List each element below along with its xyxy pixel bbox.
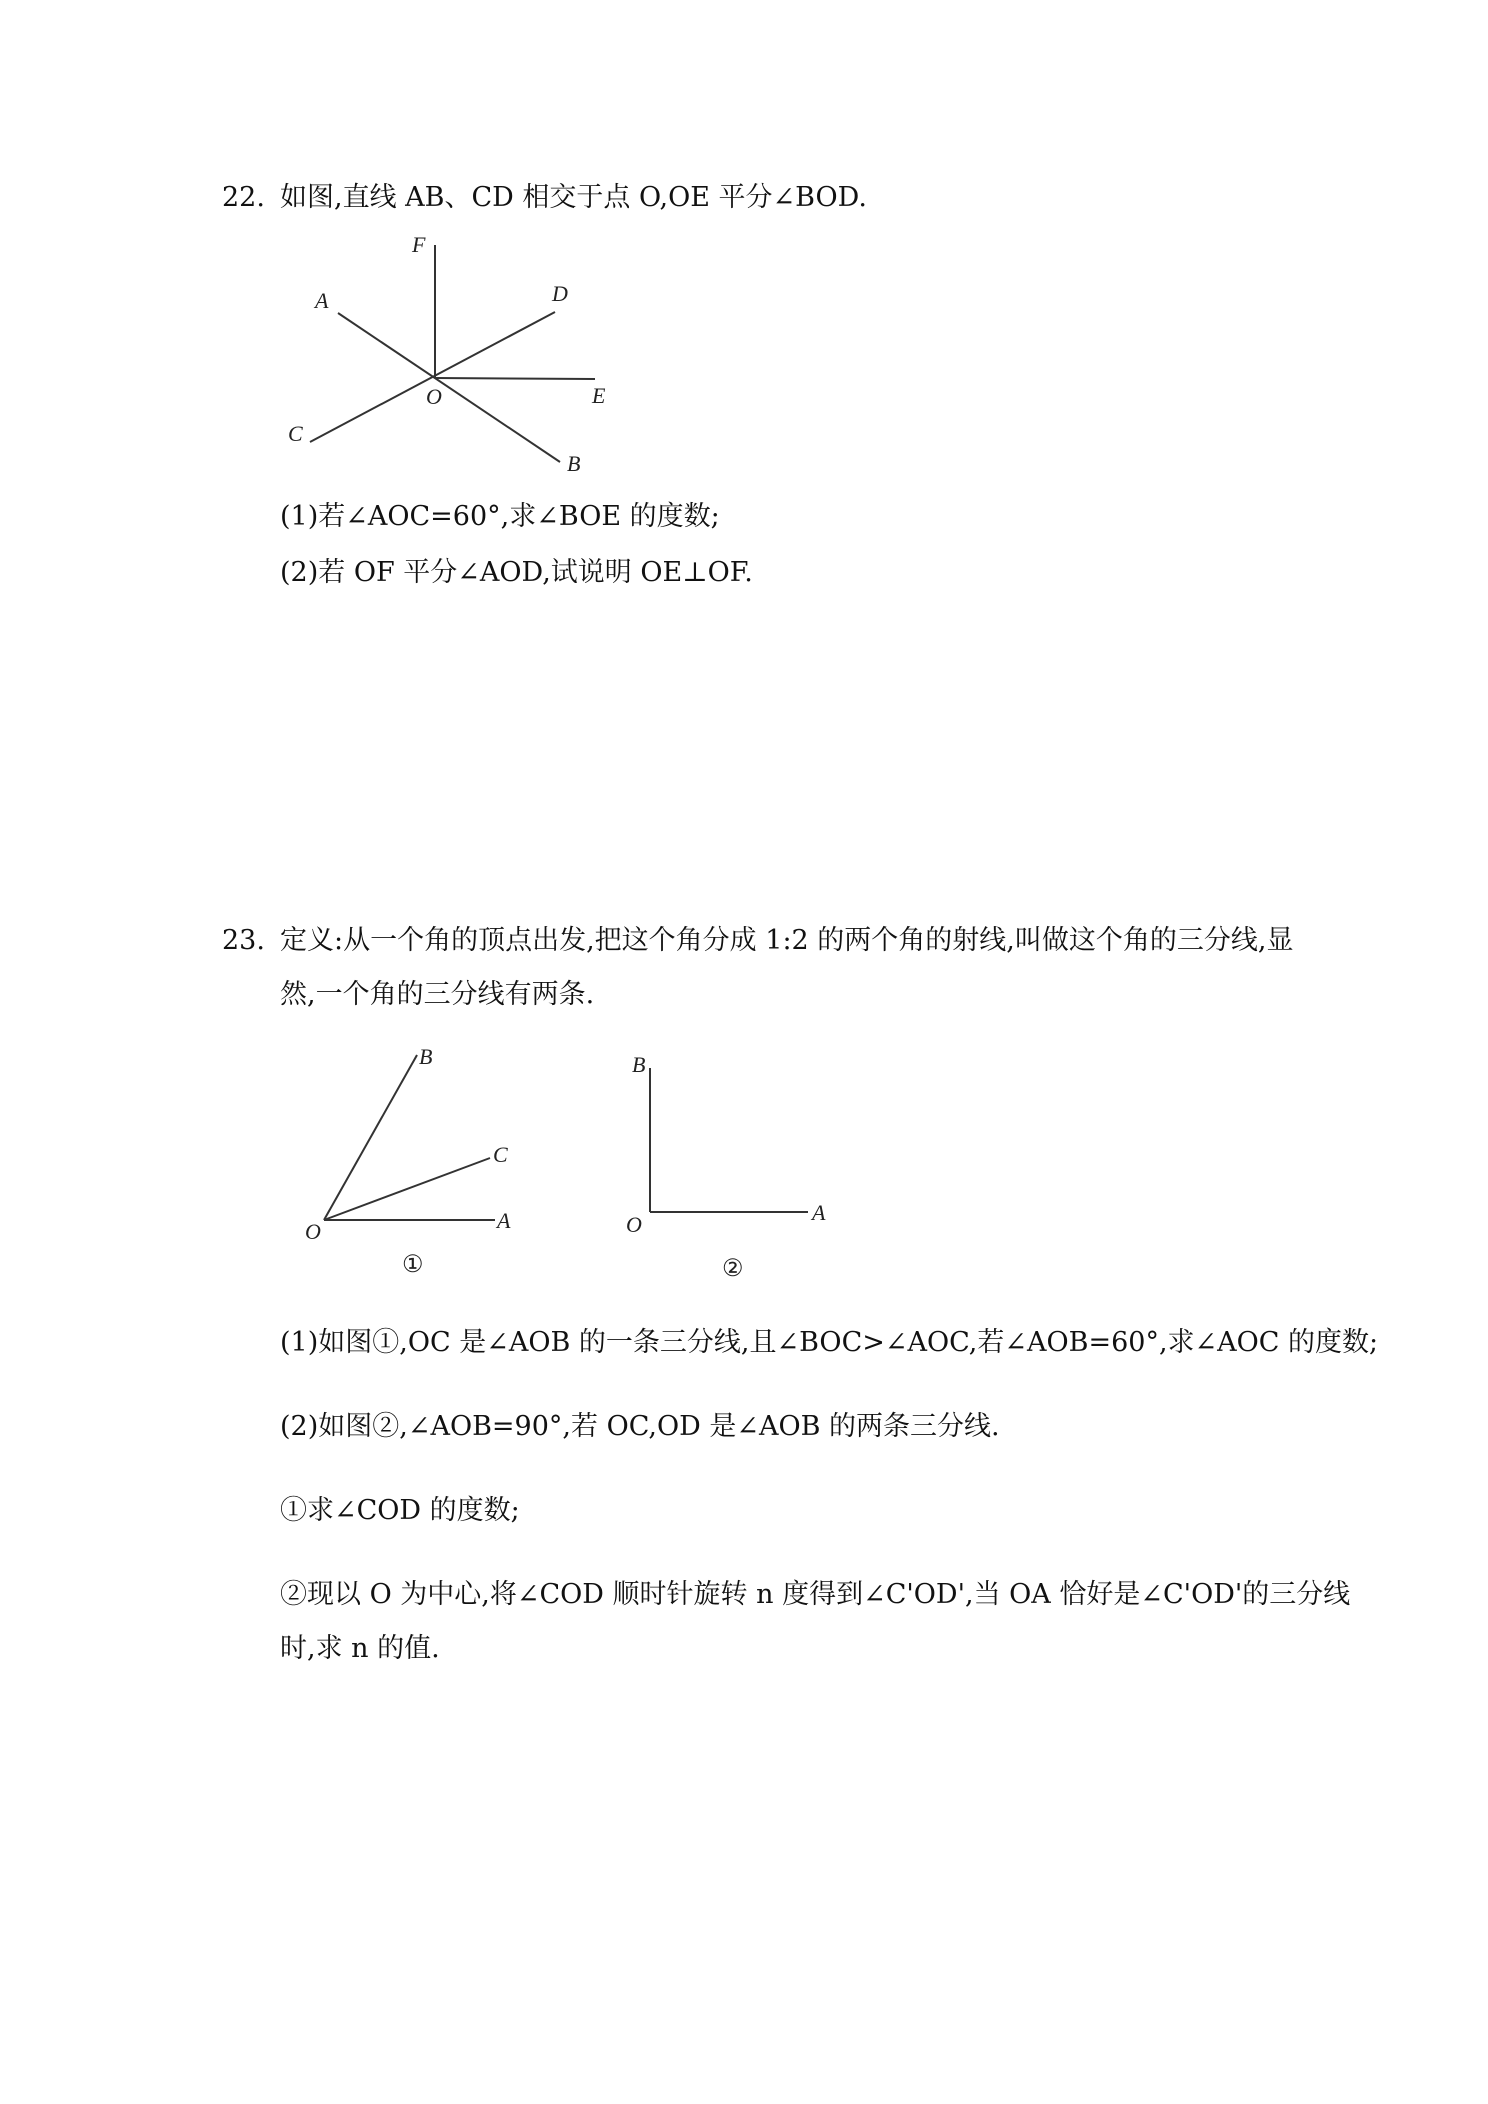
label-a: A [812, 1200, 826, 1225]
label-f: F [412, 232, 426, 257]
label-o: O [426, 384, 442, 409]
label-e: E [592, 383, 606, 408]
caption-2: ② [722, 1256, 744, 1280]
q22-stem: 如图,直线 AB、CD 相交于点 O,OE 平分∠BOD. [280, 182, 867, 213]
ray-oe [435, 378, 595, 379]
q22-part1: (1)若∠AOC=60°,求∠BOE 的度数; [280, 501, 720, 532]
q23-figure-2 [620, 1040, 860, 1280]
q23-number: 23. [222, 925, 265, 956]
label-d: D [552, 281, 568, 306]
label-o: O [626, 1212, 642, 1237]
q23-part2: (2)如图②,∠AOB=90°,若 OC,OD 是∠AOB 的两条三分线. [280, 1411, 1000, 1442]
q23-sub2-line1: ②现以 O 为中心,将∠COD 顺时针旋转 n 度得到∠C'OD',当 OA 恰好是∠C'OD'的三分线 [280, 1579, 1351, 1610]
ray-oc [324, 1158, 490, 1220]
q22-part2: (2)若 OF 平分∠AOD,试说明 OE⊥OF. [280, 557, 753, 588]
label-b: B [567, 451, 581, 476]
label-c: C [288, 421, 303, 446]
q23-figure-1 [300, 1040, 540, 1280]
q23-stem-line1: 定义:从一个角的顶点出发,把这个角分成 1:2 的两个角的射线,叫做这个角的三分线,显 [280, 925, 1294, 956]
label-a: A [315, 288, 329, 313]
q23-sub2-line2: 时,求 n 的值. [280, 1633, 440, 1664]
q23-stem-line2: 然,一个角的三分线有两条. [280, 979, 595, 1010]
q23-sub1: ①求∠COD 的度数; [280, 1495, 520, 1526]
q23-part1: (1)如图①,OC 是∠AOB 的一条三分线,且∠BOC>∠AOC,若∠AOB=60°,求∠AOC 的度数; [280, 1327, 1379, 1358]
ray-ob [324, 1055, 417, 1220]
q22-figure [270, 230, 650, 480]
label-c: C [493, 1142, 508, 1167]
q22-number: 22. [222, 182, 265, 213]
line-cd [310, 312, 555, 442]
label-b: B [419, 1044, 433, 1069]
label-a: A [497, 1208, 511, 1233]
line-ab [338, 313, 560, 462]
label-b: B [632, 1052, 646, 1077]
label-o: O [305, 1219, 321, 1244]
caption-1: ① [402, 1252, 424, 1278]
